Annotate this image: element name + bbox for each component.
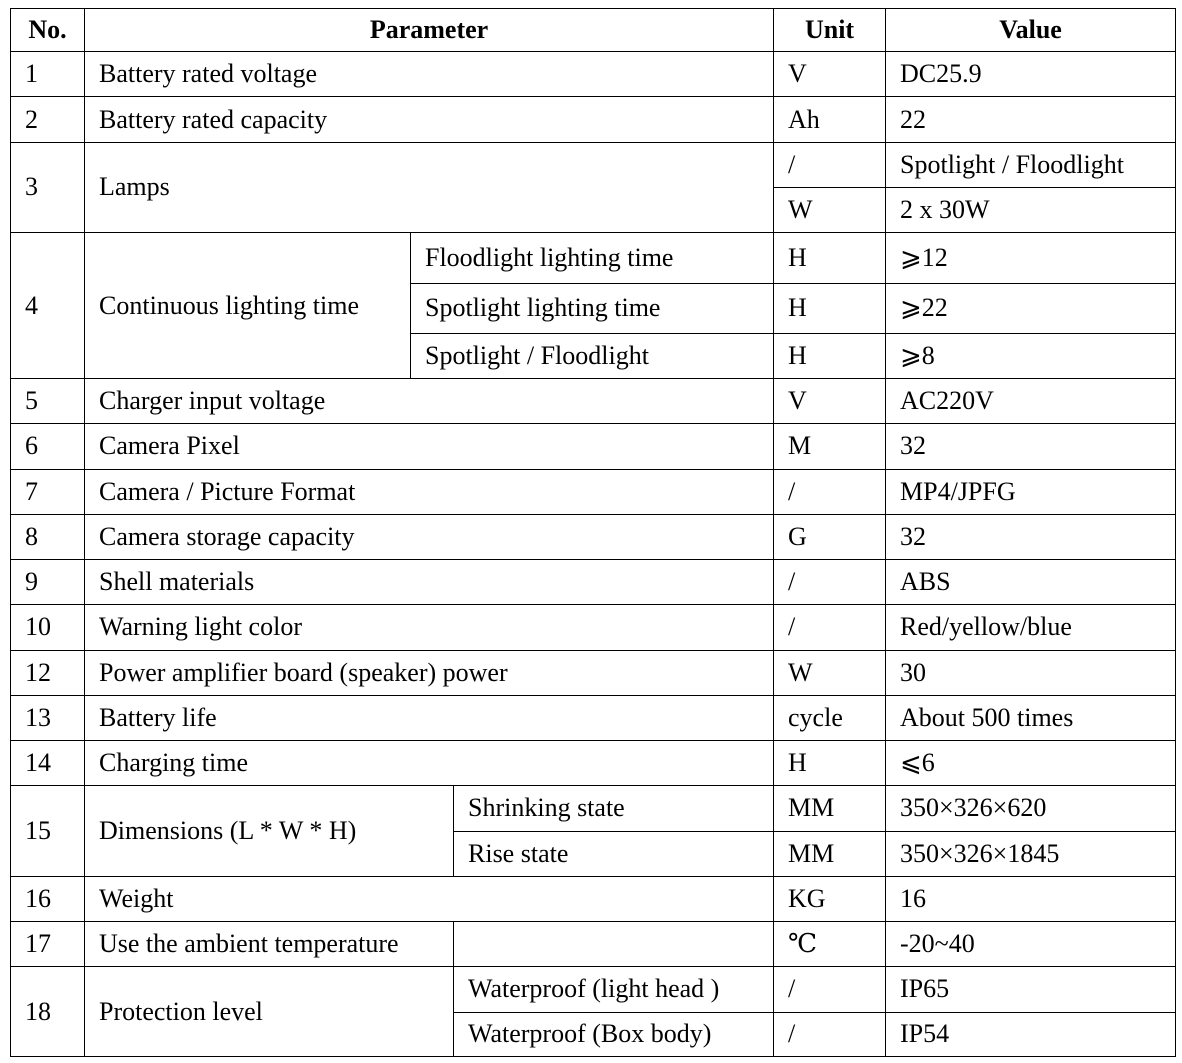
row-parameter: Protection level [85,967,454,1057]
row-value: IP54 [886,1012,1176,1056]
row-no: 14 [11,741,85,786]
table-row [11,97,1176,142]
row-unit: H [774,741,886,786]
row-parameter: Camera storage capacity [85,514,774,559]
row-unit: / [774,560,886,605]
row-sub-parameter: Rise state [454,831,774,876]
row-value: ⩾22 [886,283,1176,333]
row-no: 10 [11,605,85,650]
specification-table [10,8,1176,1057]
row-parameter: Continuous lighting time [85,233,411,379]
row-no: 12 [11,650,85,695]
row-parameter: Battery rated voltage [85,52,774,97]
table-row [11,52,1176,97]
row-unit: H [774,283,886,333]
row-value: AC220V [886,379,1176,424]
row-unit: MM [774,831,886,876]
row-unit: V [774,52,886,97]
row-no: 4 [11,233,85,379]
table-row [11,142,1176,187]
row-value: 32 [886,424,1176,469]
row-value: 22 [886,97,1176,142]
row-parameter: Battery rated capacity [85,97,774,142]
row-no: 5 [11,379,85,424]
row-no: 2 [11,97,85,142]
table-row [11,741,1176,786]
table-row [11,695,1176,740]
row-parameter: Weight [85,876,774,921]
row-unit: / [774,1012,886,1056]
row-value: Spotlight / Floodlight [886,142,1176,187]
row-unit: cycle [774,695,886,740]
row-no: 6 [11,424,85,469]
row-no: 1 [11,52,85,97]
table-row [11,514,1176,559]
row-value: ⩾8 [886,333,1176,378]
table-row [11,379,1176,424]
row-unit: V [774,379,886,424]
table-header-row [11,9,1176,52]
row-unit: Ah [774,97,886,142]
row-no: 8 [11,514,85,559]
row-unit: / [774,605,886,650]
table-row [11,469,1176,514]
row-unit: / [774,142,886,187]
row-value: About 500 times [886,695,1176,740]
row-unit: ℃ [774,922,886,967]
row-sub-parameter-empty [454,922,774,967]
row-unit: W [774,187,886,232]
table-row [11,922,1176,967]
row-value: IP65 [886,967,1176,1012]
row-value: -20~40 [886,922,1176,967]
row-unit: W [774,650,886,695]
table-row [11,424,1176,469]
row-unit: KG [774,876,886,921]
row-no: 17 [11,922,85,967]
row-unit: H [774,233,886,283]
row-value: MP4/JPFG [886,469,1176,514]
row-unit: MM [774,786,886,831]
row-value: 350×326×1845 [886,831,1176,876]
table-row [11,967,1176,1012]
row-sub-parameter: Shrinking state [454,786,774,831]
row-no: 16 [11,876,85,921]
row-no: 15 [11,786,85,877]
row-sub-parameter: Spotlight lighting time [411,283,774,333]
table-row [11,605,1176,650]
row-parameter: Charger input voltage [85,379,774,424]
row-sub-parameter: Floodlight lighting time [411,233,774,283]
row-no: 7 [11,469,85,514]
row-parameter: Shell materials [85,560,774,605]
row-value: 350×326×620 [886,786,1176,831]
row-parameter: Camera / Picture Format [85,469,774,514]
row-parameter: Power amplifier board (speaker) power [85,650,774,695]
table-row [11,650,1176,695]
row-value: 2 x 30W [886,187,1176,232]
row-unit: H [774,333,886,378]
table-row [11,786,1176,831]
row-unit: / [774,967,886,1012]
row-sub-parameter: Waterproof (Box body) [454,1012,774,1056]
row-value: DC25.9 [886,52,1176,97]
row-unit: G [774,514,886,559]
row-sub-parameter: Spotlight / Floodlight [411,333,774,378]
row-no: 3 [11,142,85,233]
table-row [11,560,1176,605]
row-parameter: Dimensions (L * W * H) [85,786,454,877]
row-parameter: Battery life [85,695,774,740]
row-sub-parameter: Waterproof (light head ) [454,967,774,1012]
row-unit: M [774,424,886,469]
header-unit: Unit [774,9,886,52]
row-value: ABS [886,560,1176,605]
row-value: ⩾12 [886,233,1176,283]
row-parameter: Use the ambient temperature [85,922,454,967]
row-parameter: Charging time [85,741,774,786]
row-value: Red/yellow/blue [886,605,1176,650]
row-no: 13 [11,695,85,740]
header-no: No. [11,9,85,52]
table-row [11,876,1176,921]
row-parameter: Camera Pixel [85,424,774,469]
table-row [11,233,1176,283]
row-parameter: Lamps [85,142,774,233]
row-no: 18 [11,967,85,1057]
row-value: 30 [886,650,1176,695]
header-parameter: Parameter [85,9,774,52]
row-value: ⩽6 [886,741,1176,786]
row-value: 16 [886,876,1176,921]
header-value: Value [886,9,1176,52]
row-value: 32 [886,514,1176,559]
row-no: 9 [11,560,85,605]
row-parameter: Warning light color [85,605,774,650]
row-unit: / [774,469,886,514]
